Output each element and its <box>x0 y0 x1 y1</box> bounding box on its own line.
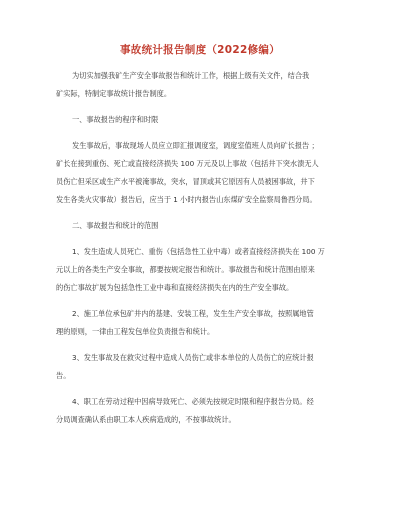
paragraph-line: 的伤亡事故扩展为包括急性工业中毒和直接经济损失在内的生产安全事故。 <box>56 283 294 292</box>
paragraph-line: 矿长在接到重伤、死亡或直接经济损失 100 万元及以上事故（包括井下突水溃无人 <box>56 159 319 168</box>
paragraph-line: 元以上的各类生产安全事故，都要按规定报告和统计。事故报告和统计范围由原来 <box>56 265 315 274</box>
paragraph-line: 告。 <box>56 371 71 380</box>
paragraph-line: 矿实际，特制定事故统计报告制度。 <box>56 89 172 98</box>
paragraph-line: 员伤亡但采区或生产水平被淹事故，突水，冒顶或其它原因有人员被困事故，井下 <box>56 177 315 186</box>
paragraph-line: 发生各类火灾事故）报告后，应当于 1 小时内报告山东煤矿安全监察局鲁西分局。 <box>56 195 317 204</box>
paragraph-line: 3、发生事故及在救灾过程中造成人员伤亡或非本单位的人员伤亡的应统计报 <box>72 353 314 362</box>
section-heading: 二、事故报告和统计的范围 <box>72 221 159 230</box>
paragraph-line: 为切实加强我矿生产安全事故报告和统计工作，根据上级有关文件，结合我 <box>72 71 310 80</box>
paragraph-line: 2、施工单位承包矿井内的基建、安装工程，发生生产安全事故，按照属地管 <box>72 309 314 318</box>
document-title: 事故统计报告制度（2022修编） <box>119 44 281 56</box>
paragraph-line: 分局调查确认系由职工本人疾病造成的，不按事故统计。 <box>56 415 236 424</box>
paragraph-line: 1、发生造成人员死亡、重伤（包括急性工业中毒）或者直接经济损失在 100 万 <box>72 247 325 256</box>
paragraph-line: 发生事故后，事故现场人员应立即汇报调度室，调度室值班人员向矿长报告 ； <box>72 141 319 150</box>
paragraph-line: 4、职工在劳动过程中因病导致死亡、必须先按规定时限和程序报告分局。经 <box>72 397 314 406</box>
section-heading: 一、事故报告的程序和时限 <box>72 115 159 124</box>
paragraph-line: 理的原则，一律由工程发包单位负责报告和统计。 <box>56 327 215 336</box>
